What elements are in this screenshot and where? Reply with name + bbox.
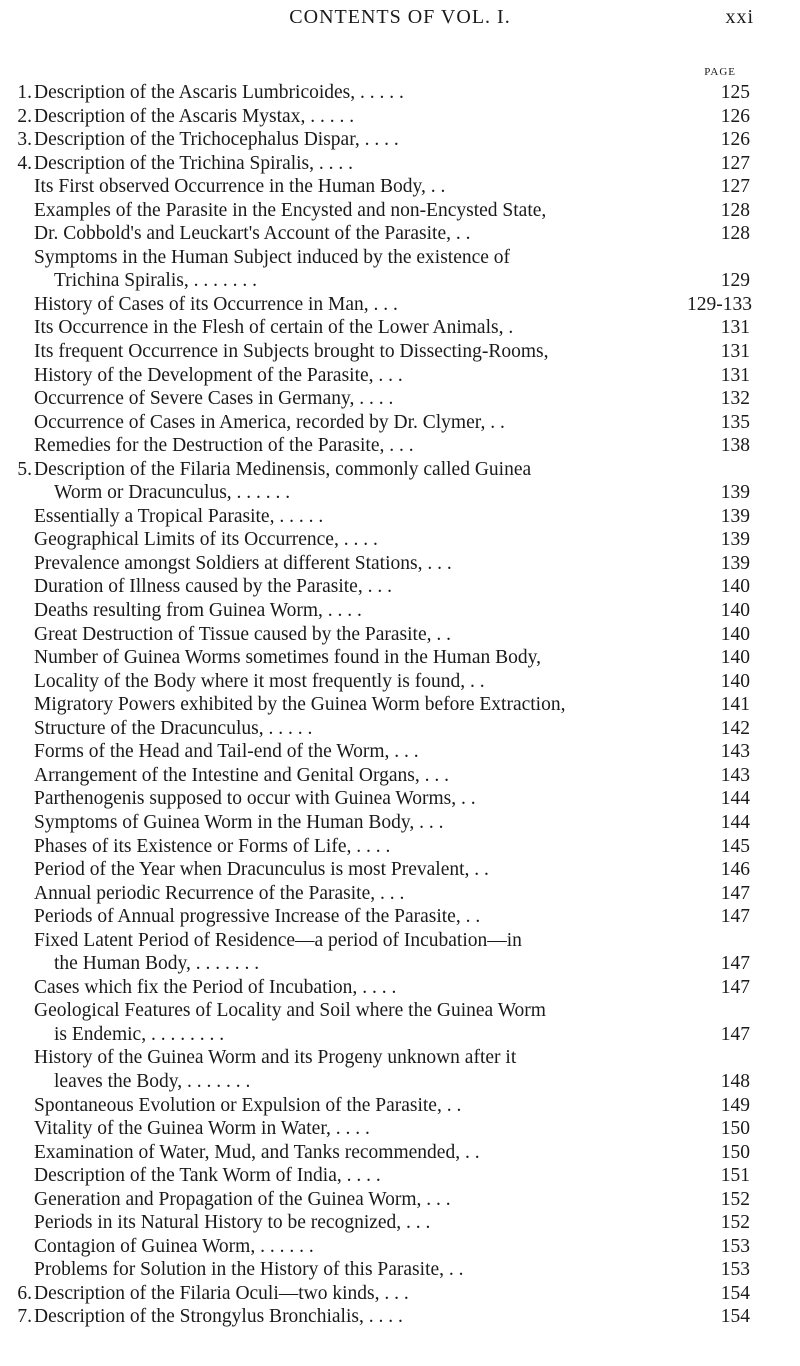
toc-entry-page-number: 147 [720, 976, 750, 998]
toc-entry-leader-dots: . . . . [322, 600, 362, 622]
toc-entry-title-line: Arrangement of the Intestine and Genital Organs, [34, 764, 420, 786]
toc-entry-title [34, 787, 688, 811]
toc-entry-number: 2. [17, 105, 32, 127]
toc-entry-title [34, 1141, 688, 1165]
toc-entry-page-number: 140 [720, 576, 750, 598]
page-column-label: PAGE [704, 66, 736, 78]
toc-entry-leader-dots: . . . . . . [231, 482, 291, 504]
toc-entry-leader-dots: . . . . . [355, 82, 404, 103]
toc-entry-title [34, 575, 688, 599]
toc-entry-leader-dots: . . [465, 670, 485, 692]
toc-entry-title [34, 882, 688, 906]
toc-entry-page-number: 143 [720, 741, 750, 763]
toc-entry-title [34, 387, 688, 411]
table-of-contents [0, 81, 800, 1329]
toc-entry-title-line: Occurrence of Severe Cases in Germany, [34, 388, 355, 410]
toc-entry-number: 7. [17, 1306, 32, 1328]
toc-entry-title [34, 434, 688, 458]
toc-entry [0, 882, 800, 906]
toc-entry-leader-dots: . . . [368, 293, 398, 315]
toc-entry-title [34, 222, 688, 246]
toc-entry-page-number: 131 [720, 341, 750, 363]
toc-entry-title [34, 646, 688, 670]
toc-entry-leader-dots: . . [441, 1094, 462, 1116]
toc-entry-title-continuation [34, 1070, 688, 1094]
toc-entry-title [34, 505, 688, 529]
toc-entry-title [34, 152, 688, 176]
toc-entry [0, 835, 800, 859]
toc-entry-page-number: 140 [720, 600, 750, 622]
toc-entry-page-number: 153 [720, 1259, 750, 1281]
toc-entry [0, 411, 800, 435]
toc-entry-title [34, 105, 688, 129]
toc-entry-leader-dots: . . . . [354, 388, 394, 410]
toc-entry [0, 976, 800, 1000]
toc-entry [0, 434, 800, 458]
toc-entry [0, 316, 800, 340]
toc-entry-page-number: 141 [720, 694, 750, 716]
toc-entry-title-line: Symptoms in the Human Subject induced by the existence of [34, 246, 511, 268]
toc-entry-page-number: 126 [720, 129, 750, 151]
toc-entry-page-number: 140 [720, 670, 750, 692]
toc-entry [0, 740, 800, 764]
toc-entry-title-line: Period of the Year when Dracunculus is most Prevalent, [34, 859, 470, 881]
toc-entry-title-line: Generation and Propagation of the Guinea Worm, [34, 1188, 422, 1210]
toc-entry [0, 623, 800, 647]
toc-entry [0, 246, 800, 293]
toc-entry-title-line: Description of the Trichina Spiralis, [34, 152, 315, 174]
toc-entry-title-line: Prevalence amongst Soldiers at different Stations, [34, 552, 423, 574]
toc-entry-title-line: Description of the Ascaris Lumbricoides, [34, 82, 356, 103]
toc-entry-leader-dots: . . . [421, 1188, 451, 1210]
toc-entry-title [34, 623, 688, 647]
toc-entry-title [34, 1117, 688, 1141]
toc-entry-title-line: Description of the Trichocephalus Dispar, [34, 129, 360, 151]
toc-entry-page-number: 152 [720, 1188, 750, 1210]
toc-entry-title-line: Description of the Strongylus Bronchialis, [34, 1306, 364, 1328]
toc-entry [0, 905, 800, 929]
toc-entry-title-line: Occurrence of Cases in America, recorded by Dr. Clymer, [34, 411, 486, 433]
toc-entry-page-number: 148 [720, 1070, 750, 1092]
toc-entry-leader-dots: . . . . [338, 529, 378, 551]
toc-entry [0, 929, 800, 976]
toc-entry-title [34, 740, 688, 764]
toc-entry [0, 199, 800, 223]
toc-entry-leader-dots: . [503, 317, 514, 339]
toc-entry [0, 1258, 800, 1282]
toc-entry-page-number: 151 [720, 1165, 750, 1187]
toc-entry-leader-dots: . . [456, 788, 476, 810]
toc-entry-leader-dots: . . . . [351, 835, 391, 857]
toc-entry-leader-dots: . . . [401, 1212, 431, 1234]
toc-entry-page-number: 144 [720, 811, 750, 833]
toc-entry-title-line: Migratory Powers exhibited by the Guinea Worm before Extraction, [34, 694, 566, 716]
toc-entry-title [34, 175, 688, 199]
toc-entry [0, 105, 800, 129]
toc-entry-title [34, 1211, 688, 1235]
toc-entry-title [34, 999, 688, 1046]
toc-entry-leader-dots: . . [485, 411, 505, 433]
toc-entry-title-line: Cases which fix the Period of Incubation, [34, 976, 358, 998]
toc-entry-number: 3. [17, 129, 32, 151]
toc-entry-title-line: Structure of the Dracunculus, [34, 717, 264, 739]
toc-entry [0, 693, 800, 717]
toc-entry-title-continuation-text: leaves the Body, [54, 1070, 183, 1092]
toc-entry [0, 458, 800, 505]
toc-entry-title [34, 340, 688, 364]
toc-entry-title-line: Number of Guinea Worms sometimes found in the Human Body, [34, 647, 541, 669]
toc-entry-title [34, 364, 688, 388]
toc-entry-leader-dots: . . [460, 1141, 480, 1163]
toc-entry-title-continuation-text: is Endemic, [54, 1023, 147, 1045]
toc-entry [0, 575, 800, 599]
page-folio: xxi [725, 6, 754, 28]
toc-entry-number: 6. [17, 1282, 32, 1304]
toc-entry-title [34, 1094, 688, 1118]
toc-entry-title [34, 905, 688, 929]
toc-entry-title [34, 316, 688, 340]
toc-entry-title-line: Its First observed Occurrence in the Human Body, [34, 176, 426, 198]
toc-entry-title [34, 458, 688, 505]
toc-entry [0, 293, 800, 317]
toc-entry-page-number: 140 [720, 623, 750, 645]
toc-entry-title-line: Phases of its Existence or Forms of Life, [34, 835, 352, 857]
toc-entry-page-number: 145 [720, 835, 750, 857]
toc-entry-page-number: 125 [720, 82, 750, 103]
toc-entry-title-line: History of the Development of the Parasite, [34, 364, 374, 386]
toc-entry-leader-dots: . . . . . . [255, 1235, 314, 1257]
toc-entry-leader-dots: . . . . . [305, 105, 355, 127]
toc-entry-page-number: 149 [720, 1094, 750, 1116]
toc-entry-page-number: 135 [720, 411, 750, 433]
toc-entry [0, 505, 800, 529]
toc-entry-title-line: Spontaneous Evolution or Expulsion of the Parasite, [34, 1094, 442, 1116]
toc-entry-leader-dots: . . . . . [274, 505, 324, 527]
toc-entry-leader-dots: . . . . . . . [182, 1070, 251, 1092]
toc-entry-title-line: Remedies for the Destruction of the Parasite, [34, 435, 385, 457]
toc-entry-leader-dots: . . [431, 623, 452, 645]
toc-entry-title-line: Duration of Illness caused by the Parasite, [34, 576, 363, 598]
toc-entry-title-line: Its frequent Occurrence in Subjects brought to Dissecting-Rooms, [34, 341, 549, 363]
toc-entry-leader-dots: . . . . . [263, 717, 313, 739]
toc-entry-title-line: History of the Guinea Worm and its Progeny unknown after it [34, 1047, 517, 1069]
toc-entry-leader-dots: . . . . [363, 1306, 403, 1328]
toc-entry-page-number: 129-133 [687, 293, 752, 315]
toc-entry [0, 1094, 800, 1118]
toc-entry [0, 128, 800, 152]
toc-entry-page-number: 127 [720, 152, 750, 174]
toc-entry [0, 858, 800, 882]
toc-entry-page-number: 138 [720, 435, 750, 457]
toc-entry [0, 670, 800, 694]
toc-entry-title-line: Examples of the Parasite in the Encysted and non-Encysted State, [34, 199, 547, 221]
toc-entry-title-line: Problems for Solution in the History of this Parasite, [34, 1259, 445, 1281]
toc-entry-title [34, 81, 688, 105]
toc-entry-leader-dots: . . . . . . . [188, 270, 257, 292]
toc-entry-page-number: 147 [720, 906, 750, 928]
toc-entry-leader-dots: . . . . [341, 1165, 381, 1187]
toc-entry-leader-dots: . . [444, 1259, 464, 1281]
toc-entry-title-line: Dr. Cobbold's and Leuckart's Account of the Parasite, [34, 223, 451, 245]
toc-entry [0, 717, 800, 741]
toc-entry-title-line: History of Cases of its Occurrence in Man, [34, 293, 369, 315]
toc-entry [0, 1211, 800, 1235]
toc-entry-title-line: Description of the Tank Worm of India, [34, 1165, 342, 1187]
toc-entry [0, 81, 800, 105]
toc-entry-page-number: 142 [720, 717, 750, 739]
toc-entry-page-number: 129 [720, 270, 750, 292]
toc-entry-page-number: 139 [720, 529, 750, 551]
toc-entry-leader-dots: . . . . [357, 976, 397, 998]
toc-entry-title-continuation [34, 481, 688, 505]
toc-entry-title [34, 717, 688, 741]
toc-entry-leader-dots: . . [450, 223, 471, 245]
toc-entry-leader-dots: . . . [379, 1282, 409, 1304]
toc-entry-title-line: Deaths resulting from Guinea Worm, [34, 600, 323, 622]
toc-entry-title [34, 1235, 688, 1259]
toc-entry [0, 152, 800, 176]
toc-entry-title-line: Locality of the Body where it most frequently is found, [34, 670, 466, 692]
toc-entry-leader-dots: . . . . . . . [190, 953, 260, 975]
toc-entry-title [34, 128, 688, 152]
toc-entry-title-continuation [34, 1023, 688, 1047]
toc-entry [0, 646, 800, 670]
toc-entry-title [34, 246, 688, 293]
toc-entry-title-continuation-text: Worm or Dracunculus, [54, 482, 232, 504]
toc-entry-title-continuation-text: Trichina Spiralis, [54, 270, 189, 292]
toc-entry-title-line: Periods in its Natural History to be recognized, [34, 1212, 402, 1234]
toc-entry [0, 1164, 800, 1188]
toc-entry-page-number: 139 [720, 482, 750, 504]
toc-entry-page-number: 154 [720, 1282, 750, 1304]
toc-entry-page-number: 128 [720, 223, 750, 245]
toc-entry-page-number: 150 [720, 1118, 750, 1140]
toc-entry-leader-dots: . . . [414, 811, 444, 833]
toc-entry-title [34, 1164, 688, 1188]
toc-entry-leader-dots: . . . . . . . . [146, 1023, 225, 1045]
toc-entry-title [34, 293, 688, 317]
toc-entry-leader-dots: . . . [362, 576, 392, 598]
toc-entry-leader-dots: . . . [419, 764, 449, 786]
toc-entry-leader-dots: . . . [375, 882, 405, 904]
toc-entry-title-line: Description of the Filaria Oculi—two kinds, [34, 1282, 380, 1304]
toc-entry-title [34, 411, 688, 435]
toc-entry-title-continuation [34, 269, 688, 293]
toc-entry-leader-dots: . . . [373, 364, 403, 386]
toc-entry-title-continuation [34, 952, 688, 976]
toc-entry-title [34, 670, 688, 694]
toc-entry-title-line: Examination of Water, Mud, and Tanks recommended, [34, 1141, 461, 1163]
toc-entry-title [34, 693, 688, 717]
toc-entry-title-line: Great Destruction of Tissue caused by the Parasite, [34, 623, 432, 645]
toc-entry-title [34, 1305, 688, 1329]
toc-entry-page-number: 127 [720, 176, 750, 198]
toc-entry-page-number: 131 [720, 364, 750, 386]
toc-entry-title-line: Forms of the Head and Tail-end of the Worm, [34, 741, 390, 763]
toc-entry [0, 1141, 800, 1165]
running-head [0, 6, 800, 36]
toc-entry-page-number: 144 [720, 788, 750, 810]
page-title: CONTENTS OF VOL. I. [289, 6, 511, 28]
toc-entry [0, 1117, 800, 1141]
toc-entry-title-line: Its Occurrence in the Flesh of certain of the Lower Animals, [34, 317, 504, 339]
toc-entry-title-line: Description of the Filaria Medinensis, commonly called Guinea [34, 458, 532, 480]
toc-entry [0, 222, 800, 246]
toc-entry-title [34, 1258, 688, 1282]
toc-entry [0, 175, 800, 199]
toc-entry-leader-dots: . . [460, 906, 481, 928]
toc-entry-leader-dots: . . . [389, 741, 419, 763]
toc-entry-number: 4. [17, 152, 32, 174]
toc-entry-title [34, 929, 688, 976]
toc-entry-page-number: 146 [720, 859, 750, 881]
toc-entry-title [34, 811, 688, 835]
toc-entry-page-number: 131 [720, 317, 750, 339]
toc-entry-number: 5. [17, 458, 32, 480]
toc-entry-title-line: Description of the Ascaris Mystax, [34, 105, 306, 127]
toc-entry [0, 528, 800, 552]
toc-entry-page-number: 139 [720, 505, 750, 527]
toc-entry-leader-dots: . . . . [314, 152, 354, 174]
toc-entry-title-line: Periods of Annual progressive Increase of the Parasite, [34, 906, 461, 928]
toc-entry-title [34, 1188, 688, 1212]
toc-entry-leader-dots: . . [425, 176, 446, 198]
toc-entry-leader-dots: . . . . [330, 1118, 370, 1140]
toc-entry-title [34, 199, 688, 223]
toc-entry-page-number: 147 [720, 882, 750, 904]
toc-entry-page-number: 140 [720, 647, 750, 669]
toc-entry-leader-dots: . . . [384, 435, 414, 457]
toc-entry-leader-dots: . . . [422, 552, 452, 574]
toc-entry [0, 999, 800, 1046]
toc-entry [0, 1188, 800, 1212]
toc-entry-title [34, 528, 688, 552]
toc-entry [0, 1305, 800, 1329]
toc-entry [0, 387, 800, 411]
toc-entry [0, 1046, 800, 1093]
toc-entry-page-number: 153 [720, 1235, 750, 1257]
toc-entry-title [34, 552, 688, 576]
toc-entry-page-number: 139 [720, 552, 750, 574]
toc-entry [0, 599, 800, 623]
toc-entry-leader-dots: . . [469, 859, 489, 881]
toc-entry [0, 340, 800, 364]
toc-entry-title-line: Contagion of Guinea Worm, [34, 1235, 256, 1257]
toc-entry-title [34, 1282, 688, 1306]
toc-entry-title [34, 976, 688, 1000]
toc-entry-page-number: 128 [720, 199, 750, 221]
toc-entry [0, 811, 800, 835]
toc-entry-title-line: Parthenogenis supposed to occur with Guinea Worms, [34, 788, 457, 810]
toc-entry-title [34, 835, 688, 859]
toc-entry-title-line: Fixed Latent Period of Residence—a period of Incubation—in [34, 929, 522, 951]
toc-entry-title [34, 764, 688, 788]
toc-entry-title [34, 858, 688, 882]
toc-entry-title-line: Annual periodic Recurrence of the Parasite, [34, 882, 376, 904]
toc-entry-page-number: 132 [720, 388, 750, 410]
toc-entry-page-number: 150 [720, 1141, 750, 1163]
toc-entry-page-number: 147 [720, 953, 750, 975]
toc-entry-title-line: Vitality of the Guinea Worm in Water, [34, 1118, 331, 1140]
toc-entry-title [34, 599, 688, 623]
toc-entry-title-line: Geological Features of Locality and Soil where the Guinea Worm [34, 1000, 546, 1022]
toc-entry-title-line: Geographical Limits of its Occurrence, [34, 529, 339, 551]
toc-entry-title-line: Symptoms of Guinea Worm in the Human Body, [34, 811, 415, 833]
toc-entry-page-number: 143 [720, 764, 750, 786]
toc-entry [0, 552, 800, 576]
toc-entry [0, 1235, 800, 1259]
toc-entry-page-number: 126 [720, 105, 750, 127]
toc-entry-leader-dots: . . . . [359, 129, 399, 151]
toc-entry [0, 764, 800, 788]
toc-entry [0, 364, 800, 388]
toc-entry [0, 787, 800, 811]
toc-entry-number: 1. [17, 82, 32, 103]
toc-entry-title-continuation-text: the Human Body, [54, 953, 191, 975]
toc-entry-title-line: Essentially a Tropical Parasite, [34, 505, 275, 527]
toc-entry [0, 1282, 800, 1306]
toc-entry-title [34, 1046, 688, 1093]
toc-entry-page-number: 147 [720, 1023, 750, 1045]
toc-entry-page-number: 154 [720, 1306, 750, 1328]
toc-entry-page-number: 152 [720, 1212, 750, 1234]
